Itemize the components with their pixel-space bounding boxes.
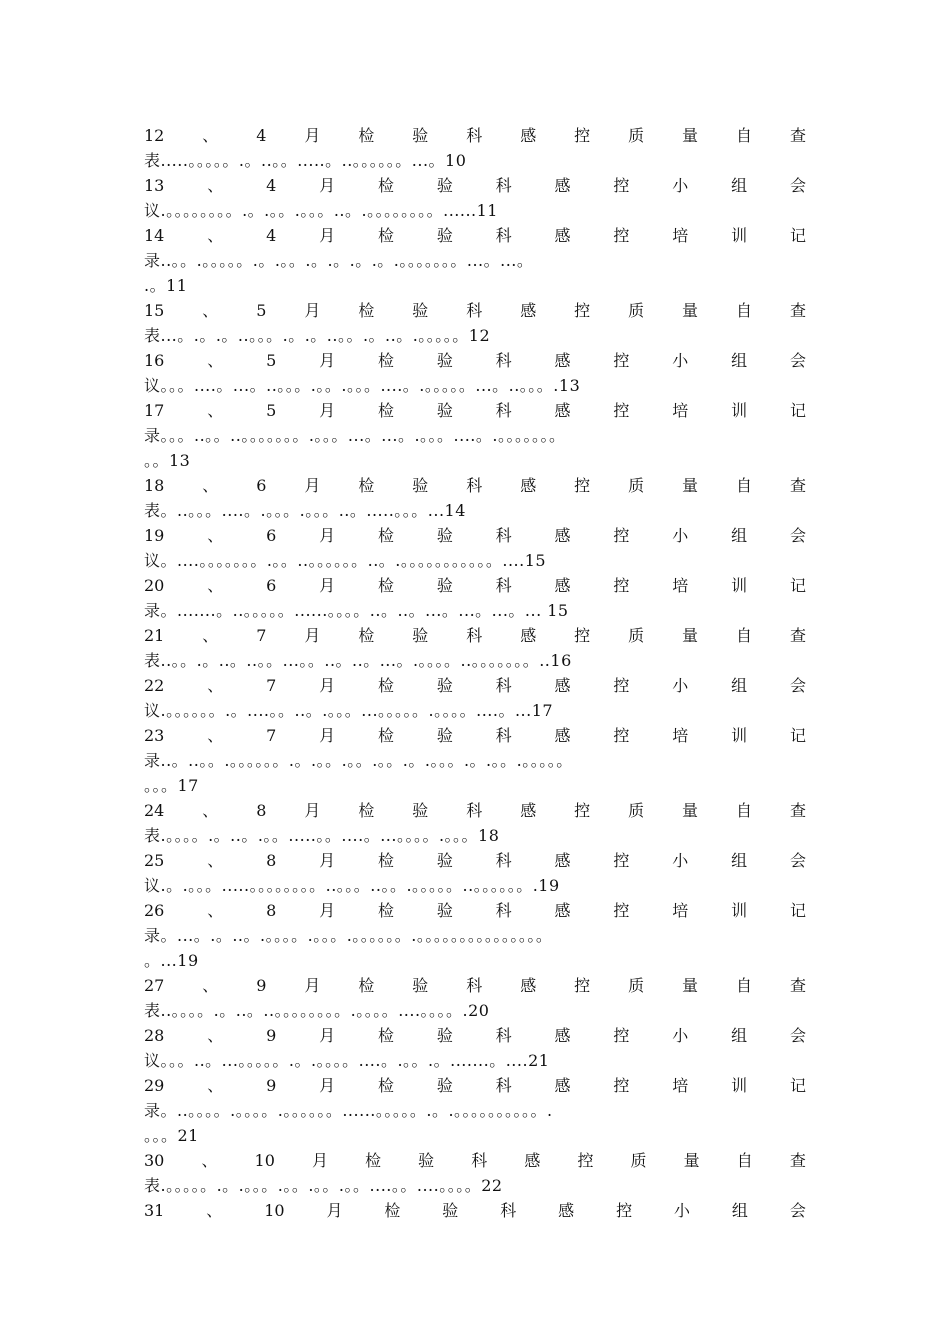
toc-heading-token: 量 [682,976,699,995]
toc-heading-token: 、 [206,1201,223,1220]
toc-heading-token: 9 [266,1076,277,1095]
toc-heading-token: 控 [574,301,591,320]
toc-heading-token: 月 [326,1201,343,1220]
toc-heading-token: 检 [384,1201,401,1220]
toc-heading-token: 验 [436,1026,453,1045]
toc-entry-heading [144,523,806,548]
toc-heading-token: 科 [466,476,483,495]
toc-heading-token: 科 [495,401,512,420]
toc-heading-token: 会 [789,526,806,545]
toc-heading-token: 科 [466,626,483,645]
toc-heading-token: 科 [466,976,483,995]
toc-heading-token: 控 [613,1076,630,1095]
toc-heading-token: 检 [358,976,375,995]
toc-heading-token: 6 [256,476,267,495]
toc-heading-token: 感 [554,576,571,595]
toc-heading-token: 检 [358,476,375,495]
toc-heading-token: 科 [466,301,483,320]
toc-heading-token: 培 [672,401,689,420]
toc-heading-token: 感 [554,901,571,920]
toc-entry-leader[interactable]: 议.。.。。。.....。。。。。。。。..。。。..。。.。。。。。..。。。。。。.19 [144,876,560,895]
toc-heading-token: 量 [682,301,699,320]
toc-heading-token: 量 [682,126,699,145]
toc-heading-token: 控 [613,401,630,420]
toc-heading-token: 25 [144,851,165,870]
toc-entry-leader[interactable]: 。。13 [144,451,191,470]
toc-heading-token: 记 [789,726,806,745]
toc-heading-token: 感 [554,676,571,695]
toc-heading-token: 控 [613,676,630,695]
toc-heading-token: 月 [319,1076,336,1095]
toc-entry-leader[interactable]: 议。。。..。...。。。。。.。.。。。。....。.。。.。.......。....21 [144,1051,550,1070]
toc-heading-token: 感 [520,301,537,320]
toc-entry-heading [144,848,806,873]
toc-heading-token: 27 [144,976,165,995]
toc-heading-token: 18 [144,476,165,495]
toc-heading-token: 控 [613,176,630,195]
toc-heading-token: 科 [495,1026,512,1045]
toc-entry-heading [144,1148,806,1173]
toc-heading-token: 组 [731,526,748,545]
toc-entry-leader[interactable]: 录。..。。。。.。。。。.。。。。。。......。。。。。.。.。。。。。。。。。。. [144,1101,553,1120]
toc-heading-token: 10 [254,1151,275,1170]
toc-entry-leader[interactable]: 录。.......。..。。。。。......。。。。..。..。...。...。...。... 15 [144,601,569,620]
toc-heading-token: 检 [377,526,394,545]
toc-heading-token: 验 [412,801,429,820]
toc-heading-token: 培 [672,1076,689,1095]
toc-heading-token: 查 [789,301,806,320]
toc-entry-heading [144,473,806,498]
toc-heading-token: 26 [144,901,165,920]
toc-entry-leader[interactable]: 表.。。。。。.。.。。。.。。.。。.。。....。。....。。。。22 [144,1176,503,1195]
toc-heading-token: 验 [442,1201,459,1220]
toc-heading-token: 验 [436,1076,453,1095]
toc-heading-token: 22 [144,676,165,695]
toc-heading-token: 、 [207,851,224,870]
toc-heading-token: 感 [554,176,571,195]
toc-heading-token: 质 [628,801,645,820]
toc-heading-token: 、 [207,901,224,920]
toc-heading-token: 小 [672,676,689,695]
toc-heading-token: 28 [144,1026,165,1045]
toc-heading-token: 、 [207,676,224,695]
toc-heading-token: 月 [304,126,321,145]
toc-heading-token: 质 [628,476,645,495]
toc-heading-token: 、 [207,351,224,370]
toc-heading-token: 月 [319,676,336,695]
toc-heading-token: 检 [377,351,394,370]
toc-heading-token: 自 [736,126,753,145]
toc-heading-token: 训 [731,576,748,595]
toc-heading-token: 会 [789,851,806,870]
toc-heading-token: 检 [358,626,375,645]
toc-heading-token: 感 [520,976,537,995]
toc-heading-token: 组 [731,1026,748,1045]
toc-heading-token: 月 [319,726,336,745]
toc-entry-leader[interactable]: 录。...。.。..。.。。。。.。。。.。。。。。。.。。。。。。。。。。。。。。。 [144,926,553,945]
toc-heading-token: 组 [731,351,748,370]
toc-heading-token: 科 [500,1201,517,1220]
toc-heading-token: 月 [304,976,321,995]
toc-heading-token: 会 [789,176,806,195]
toc-heading-token: 查 [789,801,806,820]
toc-heading-token: 训 [731,1076,748,1095]
toc-heading-token: 组 [731,1201,748,1220]
toc-entry-heading [144,623,806,648]
toc-heading-token: 自 [736,476,753,495]
toc-heading-token: 控 [574,976,591,995]
toc-heading-token: 培 [672,226,689,245]
toc-heading-token: 、 [202,976,219,995]
toc-heading-token: 验 [436,526,453,545]
toc-heading-token: 查 [789,476,806,495]
toc-heading-token: 控 [574,476,591,495]
toc-heading-token: 训 [731,901,748,920]
toc-entry-heading [144,123,806,148]
toc-heading-token: 、 [202,801,219,820]
toc-heading-token: 验 [436,176,453,195]
toc-heading-token: 小 [672,526,689,545]
toc-entry-leader[interactable]: 。...19 [144,951,199,970]
toc-heading-token: 7 [266,676,277,695]
toc-heading-token: 9 [266,1026,277,1045]
toc-heading-token: 质 [628,976,645,995]
toc-heading-token: 月 [319,1026,336,1045]
toc-heading-token: 5 [266,351,277,370]
toc-heading-token: 检 [377,576,394,595]
toc-heading-token: 检 [358,126,375,145]
toc-heading-token: 月 [304,801,321,820]
toc-heading-token: 、 [207,726,224,745]
toc-heading-token: 控 [613,226,630,245]
toc-heading-token: 培 [672,726,689,745]
toc-heading-token: 、 [202,626,219,645]
toc-entry-leader[interactable]: 表.。。。。.。..。.。。.....。。....。...。。。。.。。。18 [144,826,500,845]
toc-entry-heading [144,973,806,998]
toc-heading-token: 控 [577,1151,594,1170]
toc-heading-token: 验 [436,576,453,595]
toc-entry-leader[interactable]: 录..。..。。.。。。。。。.。.。。.。。.。。.。.。。。.。.。。.。。。。。 [144,751,573,770]
toc-heading-token: 、 [207,526,224,545]
toc-heading-token: 16 [144,351,165,370]
toc-heading-token: 月 [319,351,336,370]
toc-heading-token: 检 [365,1151,382,1170]
toc-heading-token: 24 [144,801,165,820]
toc-heading-token: 自 [736,801,753,820]
toc-heading-token: 检 [358,801,375,820]
toc-heading-token: 科 [495,526,512,545]
toc-heading-token: 组 [731,851,748,870]
toc-heading-token: 科 [495,851,512,870]
toc-heading-token: 月 [319,901,336,920]
toc-heading-token: 控 [613,1026,630,1045]
toc-heading-token: 、 [201,1151,218,1170]
toc-heading-token: 验 [412,126,429,145]
toc-heading-token: 感 [554,401,571,420]
toc-entry-leader[interactable]: 表...。.。.。..。。。.。.。..。。.。..。.。。。。。12 [144,326,491,345]
toc-heading-token: 组 [731,676,748,695]
toc-heading-token: 科 [495,1076,512,1095]
toc-heading-token: 科 [495,726,512,745]
toc-heading-token: 控 [574,126,591,145]
toc-heading-token: 8 [256,801,267,820]
toc-heading-token: 月 [319,176,336,195]
toc-heading-token: 质 [630,1151,647,1170]
toc-heading-token: 17 [144,401,165,420]
toc-heading-token: 验 [436,851,453,870]
toc-heading-token: 感 [554,526,571,545]
toc-heading-token: 15 [144,301,165,320]
toc-heading-token: 7 [266,726,277,745]
toc-heading-token: 查 [789,976,806,995]
toc-heading-token: 验 [412,626,429,645]
toc-heading-token: 13 [144,176,165,195]
toc-heading-token: 会 [789,351,806,370]
toc-heading-token: 21 [144,626,165,645]
toc-heading-token: 月 [319,401,336,420]
toc-heading-token: 验 [436,901,453,920]
toc-entry-heading [144,1198,806,1223]
toc-entry-leader[interactable]: 表..。。.。..。..。。...。。..。..。...。.。。。。..。。。。。。。..16 [144,651,572,670]
toc-heading-token: 检 [377,1076,394,1095]
toc-heading-token: 感 [554,351,571,370]
toc-heading-token: 量 [682,476,699,495]
toc-entry-heading [144,573,806,598]
toc-heading-token: 、 [207,1076,224,1095]
toc-heading-token: 29 [144,1076,165,1095]
toc-entry-heading [144,398,806,423]
toc-entry-leader[interactable]: 录..。。.。。。。。.。.。。.。.。.。.。.。。。。。。。...。...。 [144,251,534,270]
toc-entry-heading [144,1023,806,1048]
toc-heading-token: 检 [377,901,394,920]
toc-heading-token: 6 [266,526,277,545]
toc-heading-token: 科 [495,676,512,695]
toc-heading-token: 质 [628,626,645,645]
toc-heading-token: 月 [319,576,336,595]
toc-heading-token: 自 [736,301,753,320]
toc-heading-token: 月 [319,851,336,870]
toc-heading-token: 训 [731,401,748,420]
toc-heading-token: 控 [613,526,630,545]
toc-heading-token: 30 [144,1151,165,1170]
toc-heading-token: 7 [256,626,267,645]
toc-heading-token: 感 [520,476,537,495]
toc-heading-token: 查 [789,1151,806,1170]
toc-heading-token: 月 [304,626,321,645]
toc-entry-heading [144,898,806,923]
toc-heading-token: 8 [266,901,277,920]
toc-heading-token: 检 [377,851,394,870]
table-of-contents [144,123,806,1223]
toc-heading-token: 感 [524,1151,541,1170]
toc-heading-token: 控 [574,801,591,820]
toc-heading-token: 、 [207,1026,224,1045]
toc-heading-token: 月 [304,476,321,495]
toc-heading-token: 检 [377,726,394,745]
toc-entry-heading [144,298,806,323]
toc-heading-token: 查 [789,126,806,145]
toc-heading-token: 4 [266,176,277,195]
toc-heading-token: 自 [736,976,753,995]
toc-entry-leader[interactable]: 。。。21 [144,1126,199,1145]
toc-heading-token: 科 [495,226,512,245]
toc-heading-token: 量 [682,801,699,820]
toc-heading-token: 8 [266,851,277,870]
toc-heading-token: 自 [736,626,753,645]
toc-heading-token: 9 [256,976,267,995]
toc-heading-token: 控 [574,626,591,645]
toc-heading-token: 会 [789,1201,806,1220]
toc-heading-token: 记 [789,1076,806,1095]
toc-heading-token: 科 [495,351,512,370]
toc-heading-token: 检 [377,1026,394,1045]
toc-heading-token: 记 [789,226,806,245]
toc-entry-leader[interactable]: 议.。。。。。。。。.。.。。.。。。..。.。。。。。。。。......11 [144,201,498,220]
toc-heading-token: 4 [266,226,277,245]
toc-heading-token: 检 [377,226,394,245]
toc-heading-token: 12 [144,126,165,145]
toc-heading-token: 量 [683,1151,700,1170]
toc-heading-token: 小 [672,851,689,870]
toc-heading-token: 月 [311,1151,328,1170]
toc-heading-token: 检 [358,301,375,320]
toc-heading-token: 检 [377,176,394,195]
toc-heading-token: 控 [613,726,630,745]
toc-heading-token: 验 [418,1151,435,1170]
toc-entry-leader[interactable]: .。11 [144,276,188,295]
toc-heading-token: 查 [789,626,806,645]
toc-heading-token: 会 [789,676,806,695]
toc-heading-token: 控 [613,901,630,920]
toc-heading-token: 记 [789,901,806,920]
toc-heading-token: 质 [628,301,645,320]
toc-heading-token: 自 [736,1151,753,1170]
toc-entry-leader[interactable]: 表.....。。。。。.。..。。.....。..。。。。。。...。10 [144,151,467,170]
toc-heading-token: 控 [616,1201,633,1220]
toc-heading-token: 月 [319,526,336,545]
toc-entry-leader[interactable]: 议。....。。。。。。。.。。..。。。。。。..。.。。。。。。。。。。。....15 [144,551,547,570]
toc-heading-token: 感 [554,1076,571,1095]
toc-heading-token: 20 [144,576,165,595]
toc-heading-token: 23 [144,726,165,745]
toc-entry-leader[interactable]: 议。。。....。...。..。。。.。。.。。。....。.。。。。。...。..。。。.13 [144,376,581,395]
toc-heading-token: 小 [673,1201,690,1220]
toc-heading-token: 14 [144,226,165,245]
toc-heading-token: 、 [207,576,224,595]
toc-heading-token: 验 [436,226,453,245]
toc-entry-leader[interactable]: 表。..。。。....。.。。。.。。。..。.....。。。...14 [144,501,466,520]
toc-heading-token: 会 [789,1026,806,1045]
toc-heading-token: 感 [558,1201,575,1220]
toc-heading-token: 4 [256,126,267,145]
toc-heading-token: 感 [554,851,571,870]
toc-heading-token: 31 [144,1201,165,1220]
toc-heading-token: 科 [495,176,512,195]
toc-heading-token: 检 [377,676,394,695]
toc-heading-token: 感 [554,726,571,745]
toc-heading-token: 小 [672,176,689,195]
toc-heading-token: 控 [613,851,630,870]
toc-heading-token: 、 [202,476,219,495]
toc-heading-token: 验 [412,976,429,995]
toc-heading-token: 培 [672,576,689,595]
toc-heading-token: 验 [436,676,453,695]
toc-heading-token: 感 [520,126,537,145]
toc-heading-token: 验 [412,301,429,320]
toc-heading-token: 、 [202,126,219,145]
toc-heading-token: 5 [256,301,267,320]
toc-heading-token: 科 [495,901,512,920]
toc-heading-token: 验 [412,476,429,495]
toc-heading-token: 科 [495,576,512,595]
toc-heading-token: 10 [264,1201,285,1220]
toc-heading-token: 19 [144,526,165,545]
toc-heading-token: 月 [304,301,321,320]
toc-entry-leader[interactable]: 录。。。..。。..。。。。。。。.。。。...。...。.。。。....。.。。。。。。。 [144,426,566,445]
toc-heading-token: 小 [672,1026,689,1045]
toc-entry-heading [144,798,806,823]
toc-heading-token: 5 [266,401,277,420]
toc-entry-leader[interactable]: 议.。。。。。。.。....。。..。.。。。...。。。。。.。。。。....。...17 [144,701,554,720]
toc-entry-heading [144,723,806,748]
toc-heading-token: 量 [682,626,699,645]
toc-heading-token: 小 [672,351,689,370]
toc-heading-token: 、 [207,176,224,195]
toc-heading-token: 控 [613,576,630,595]
toc-entry-leader[interactable]: 。。。17 [144,776,199,795]
toc-heading-token: 感 [520,801,537,820]
toc-heading-token: 训 [731,226,748,245]
toc-heading-token: 验 [436,726,453,745]
toc-heading-token: 科 [471,1151,488,1170]
toc-entry-heading [144,1073,806,1098]
toc-heading-token: 验 [436,401,453,420]
toc-heading-token: 记 [789,576,806,595]
toc-heading-token: 、 [207,401,224,420]
toc-heading-token: 、 [202,301,219,320]
toc-heading-token: 记 [789,401,806,420]
toc-entry-heading [144,348,806,373]
toc-entry-heading [144,673,806,698]
toc-entry-leader[interactable]: 表..。。。。.。..。..。。。。。。。。.。。。。....。。。。.20 [144,1001,490,1020]
toc-heading-token: 组 [731,176,748,195]
toc-heading-token: 感 [554,226,571,245]
toc-heading-token: 6 [266,576,277,595]
toc-heading-token: 科 [466,801,483,820]
toc-heading-token: 感 [554,1026,571,1045]
toc-heading-token: 月 [319,226,336,245]
toc-heading-token: 训 [731,726,748,745]
toc-heading-token: 检 [377,401,394,420]
toc-heading-token: 控 [613,351,630,370]
toc-heading-token: 验 [436,351,453,370]
toc-entry-heading [144,173,806,198]
toc-heading-token: 感 [520,626,537,645]
toc-heading-token: 培 [672,901,689,920]
toc-heading-token: 质 [628,126,645,145]
toc-heading-token: 科 [466,126,483,145]
toc-heading-token: 、 [207,226,224,245]
toc-entry-heading [144,223,806,248]
